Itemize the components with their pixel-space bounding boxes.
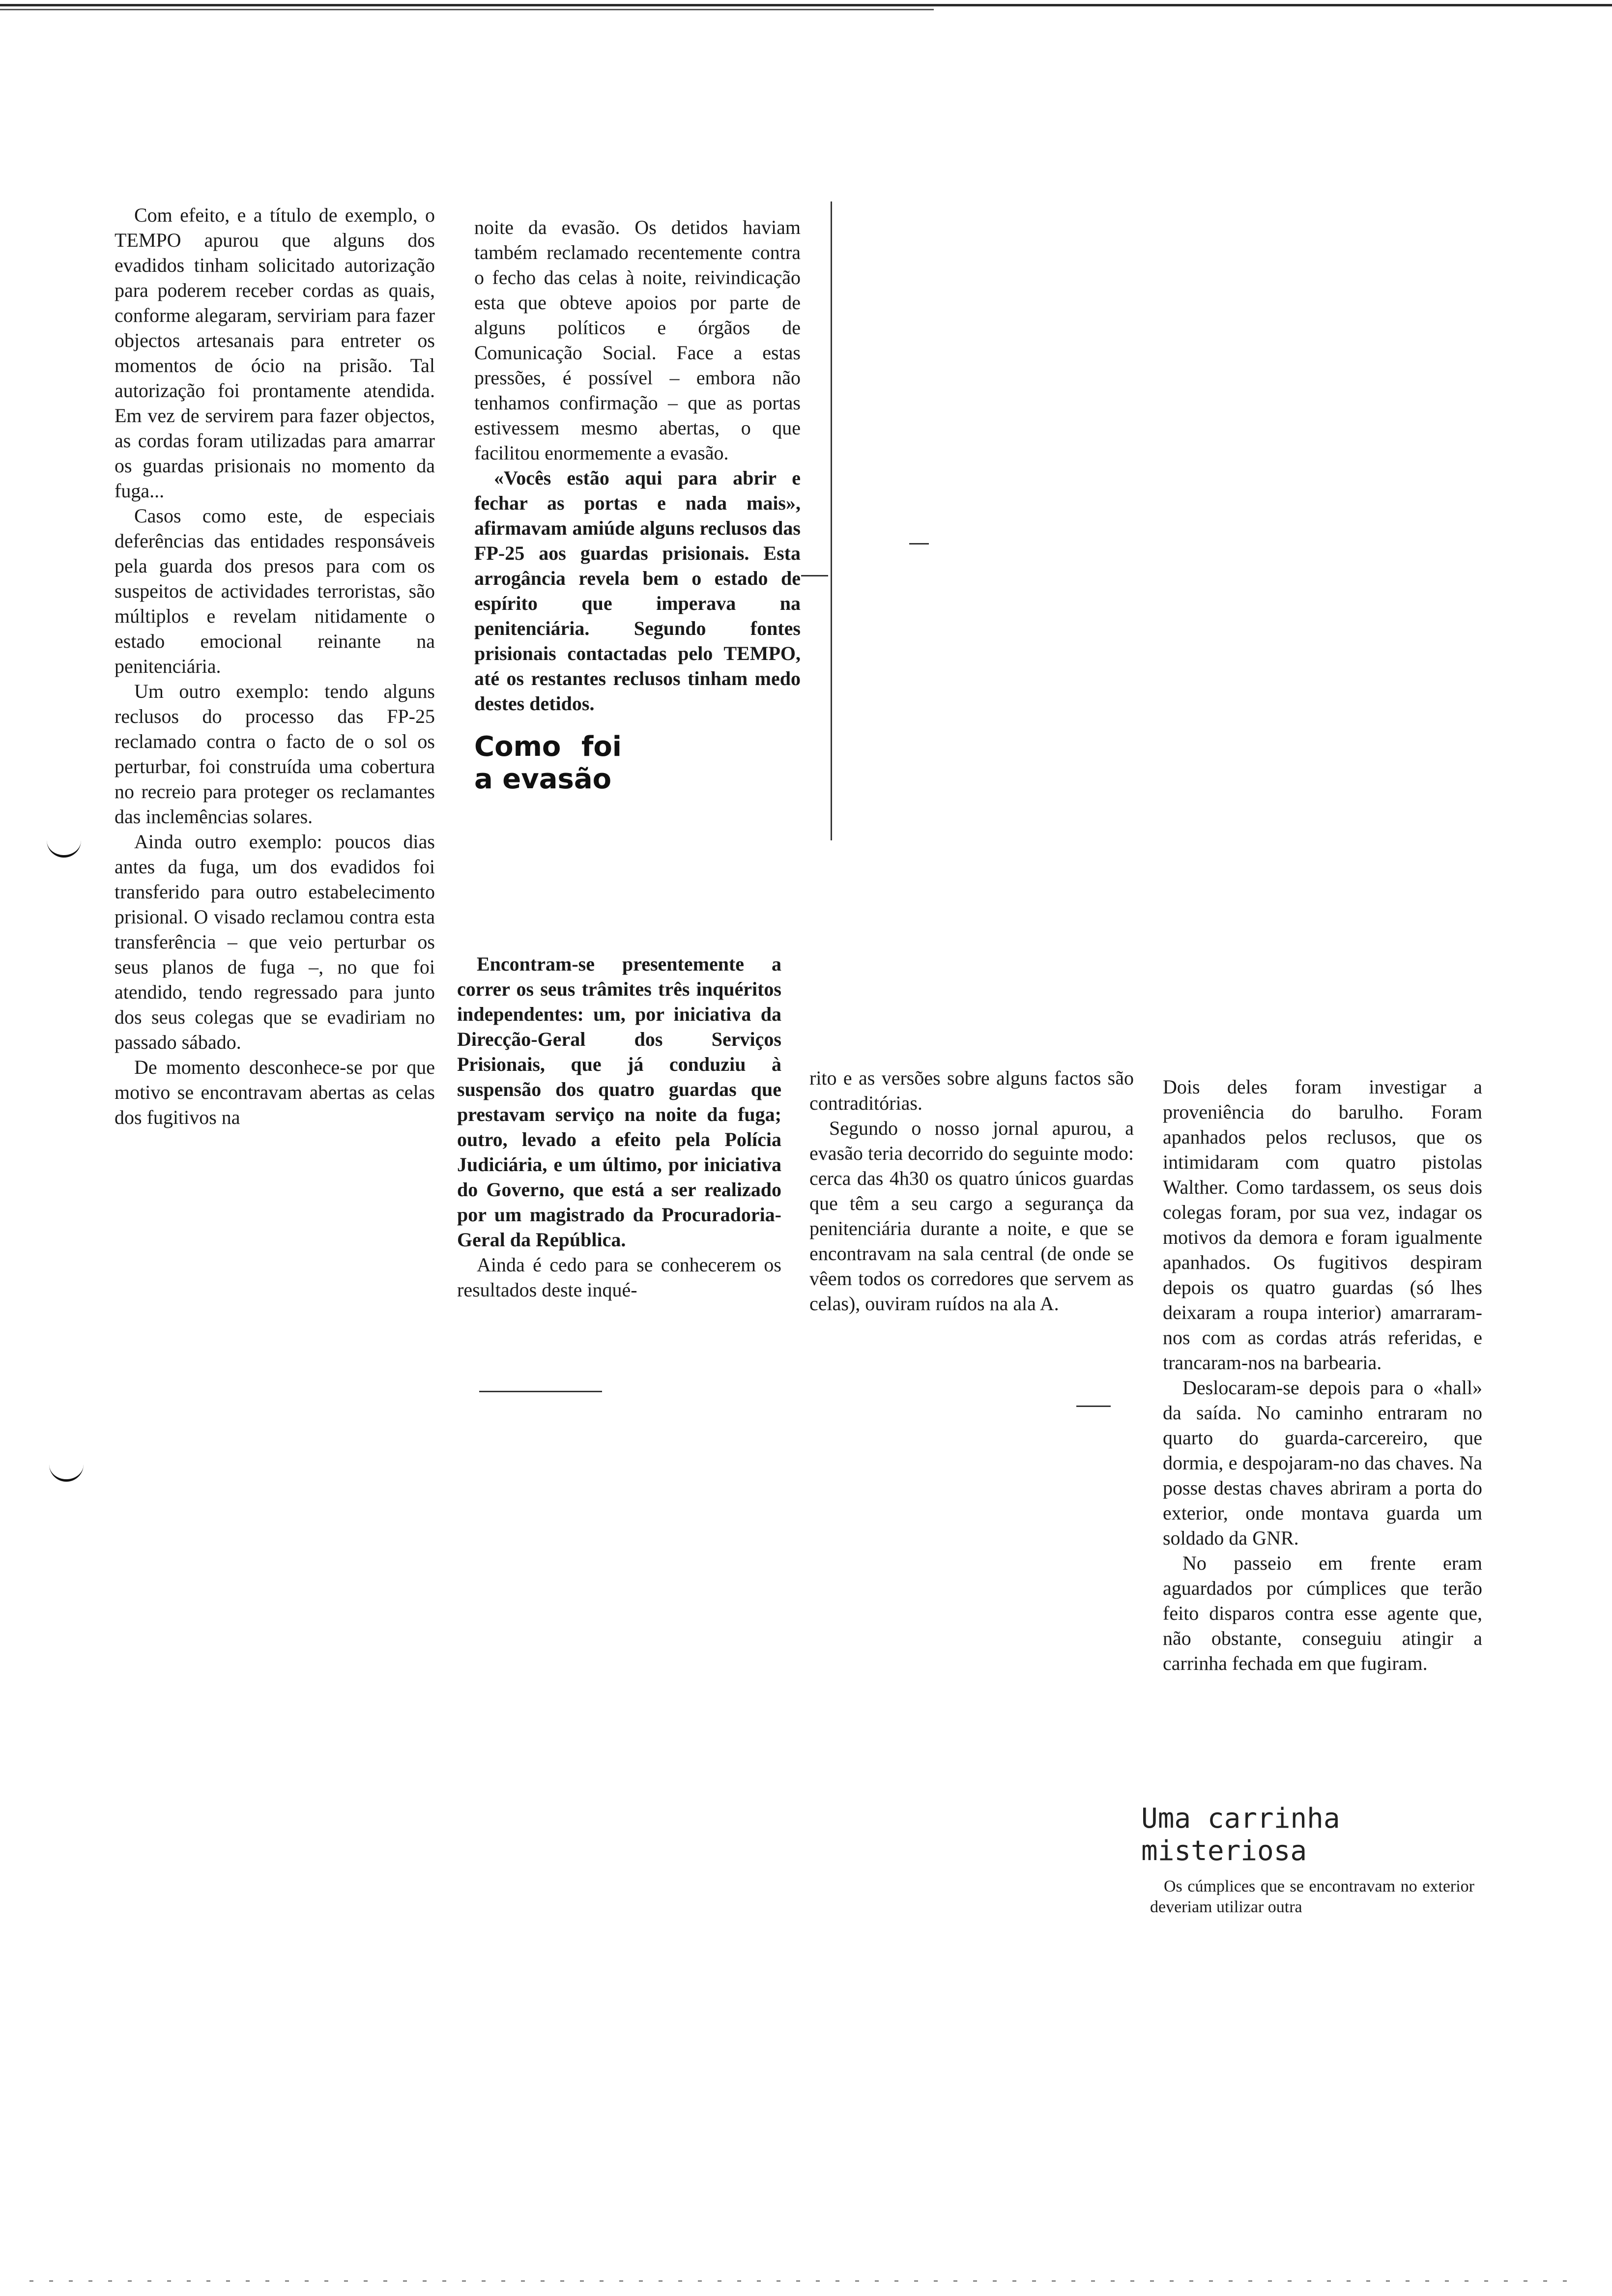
paragraph: No passeio em frente eram aguardados por cúmplices que terão feito disparos contra esse agente que, não obstante, conseguiu atingir a carrinha fechada em que fugiram. [1163, 1552, 1482, 1674]
scan-mark [909, 543, 929, 545]
paragraph: Segundo o nosso jornal apurou, a evasão teria decorrido do seguinte modo: cerca das 4h30 os quatro únicos guardas que têm a seu cargo a segurança da penitenciária durante a noite, e que se encontravam na sala central (de onde se vêem todos os corredores que servem as celas), ouviram ruídos na ala A. [809, 1117, 1134, 1315]
top-scan-rule-2 [0, 9, 934, 10]
bottom-scan-noise [29, 2280, 1578, 2282]
column-rule [831, 201, 832, 840]
paragraph: rito e as versões sobre alguns factos são contraditórias. [809, 1067, 1134, 1114]
article-column-3 [809, 1065, 1134, 1316]
paragraph: Encontram-se presentemente a correr os seus trâmites três inquéritos independentes: um, por iniciativa da Direcção-Geral dos Serviços Prisionais, que já conduziu à suspensão dos quatro guardas que prestavam serviço na noite da fuga; outro, levado a efeito pela Polícia Judiciária, e um último, por iniciativa do Governo, que está a ser realizado por um magistrado da Procuradoria-Geral da República. [457, 953, 781, 1251]
paragraph: Os cúmplices que se encontravam no exterior deveriam utilizar outra [1150, 1877, 1474, 1916]
article-column-4-tail [1150, 1876, 1474, 1918]
paragraph: Deslocaram-se depois para o «hall» da saída. No caminho entraram no quarto do guarda-carcereiro, que dormia, e despojaram-no das chaves. Na posse destas chaves abriram a porta do exterior, onde montava guarda um soldado da GNR. [1163, 1377, 1482, 1549]
paragraph: Casos como este, de especiais deferências das entidades responsáveis pela guarda dos presos para com os suspeitos de actividades terroristas, são múltiplos e revelam nitidamente o estado emocional reinante na penitenciária. [115, 505, 435, 677]
column-rule-tick [801, 575, 828, 576]
section-heading: Como foi a evasão [474, 731, 622, 795]
article-column-2-continued [457, 951, 781, 1302]
paragraph: De momento desconhece-se por que motivo se encontravam abertas as celas dos fugitivos na [115, 1056, 435, 1128]
article-column-4 [1163, 1074, 1482, 1676]
article-separator [479, 1391, 602, 1392]
paragraph: Ainda é cedo para se conhecerem os resultados deste inqué- [457, 1254, 781, 1301]
binding-hole-mark [47, 835, 81, 858]
paragraph: Um outro exemplo: tendo alguns reclusos do processo das FP-25 reclamado contra o facto de o sol os perturbar, foi construída uma cobertura no recreio para proteger os reclamantes das inclemências solares. [115, 680, 435, 828]
paragraph: «Vocês estão aqui para abrir e fechar as portas e nada mais», afirmavam amiúde alguns reclusos das FP-25 aos guardas prisionais. Esta arrogância revela bem o estado de espírito que imperava na penitenciária. Segundo fontes prisionais contactadas pelo TEMPO, até os restantes reclusos tinham medo destes detidos. [474, 467, 801, 715]
top-scan-rule [0, 4, 1612, 6]
paragraph: Dois deles foram investigar a proveniência do barulho. Foram apanhados pelos reclusos, que os intimidaram com quatro pistolas Walther. Como tardassem, os seus dois colegas foram, por sua vez, indagar os motivos da demora e foram igualmente apanhados. Os fugitivos despiram depois os quatro guardas (só lhes deixaram a roupa interior) amarraram-nos com as cordas atrás referidas, e trancaram-nos na barbearia. [1163, 1076, 1482, 1374]
binding-hole-mark [49, 1460, 84, 1482]
section-heading: Uma carrinha misteriosa [1141, 1803, 1340, 1867]
scan-mark [1076, 1406, 1111, 1407]
article-column-1 [115, 202, 435, 1130]
paragraph: Com efeito, e a título de exemplo, o TEMPO apurou que alguns dos evadidos tinham solicitado autorização para poderem receber cordas as quais, conforme alegaram, serviriam para fazer objectos artesanais para entreter os momentos de ócio na prisão. Tal autorização foi prontamente atendida. Em vez de servirem para fazer objectos, as cordas foram utilizadas para amarrar os guardas prisionais no momento da fuga... [115, 204, 435, 502]
paragraph: Ainda outro exemplo: poucos dias antes da fuga, um dos evadidos foi transferido para outro estabelecimento prisional. O visado reclamou contra esta transferência – que veio perturbar os seus planos de fuga –, no que foi atendido, tendo regressado para junto dos seus colegas que se evadiriam no passado sábado. [115, 831, 435, 1053]
article-column-2 [474, 215, 801, 831]
paragraph: noite da evasão. Os detidos haviam também reclamado recentemente contra o fecho das celas à noite, reivindicação esta que obteve apoios por parte de alguns políticos e órgãos de Comunicação Social. Face a estas pressões, é possível – embora não tenhamos confirmação – que as portas estivessem mesmo abertas, o que facilitou enormemente a evasão. [474, 216, 801, 464]
